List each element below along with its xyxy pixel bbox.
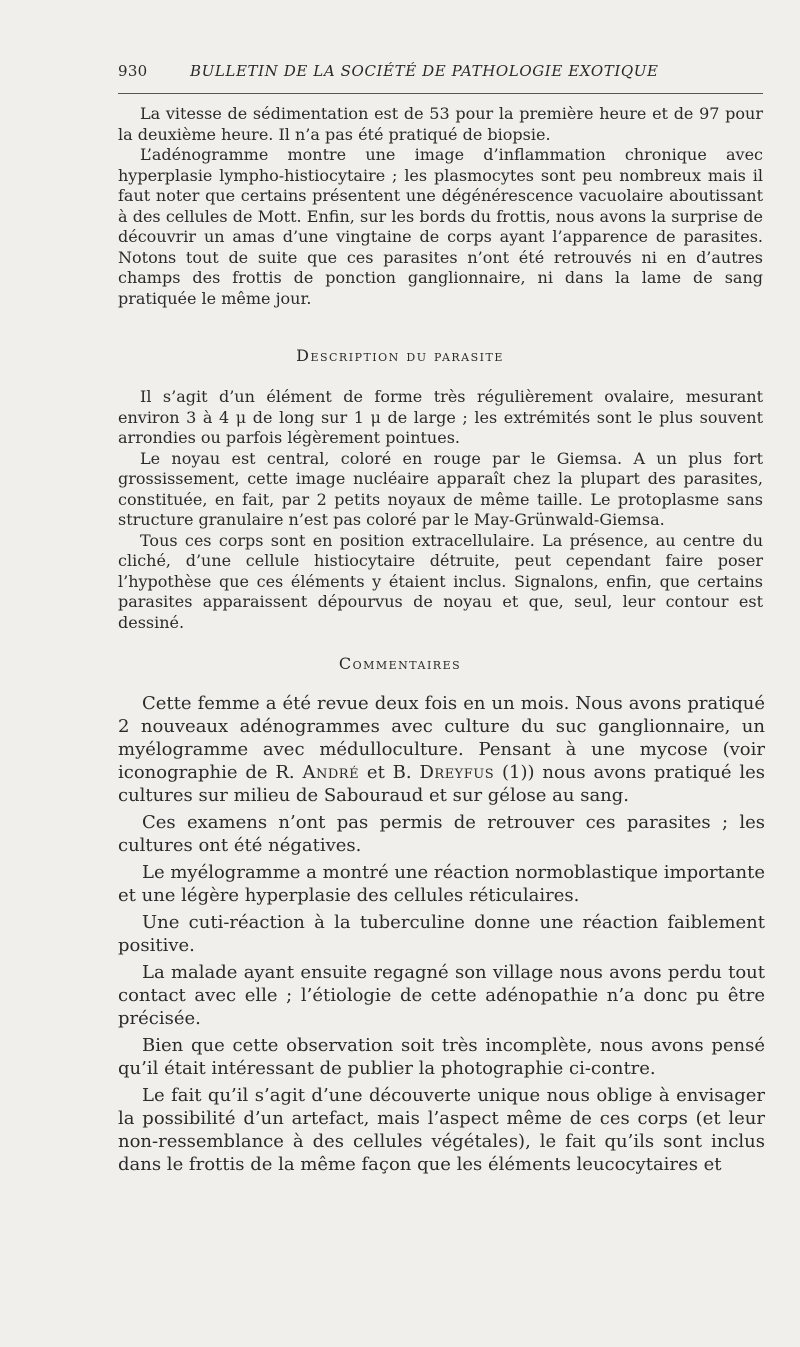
commentaires-paragraph-1-part-b: et B.	[359, 762, 420, 783]
page-header	[118, 62, 763, 80]
description-paragraph-3: Tous ces corps sont en position extracellulaire. La présence, au centre du cliché, d’une cellule histiocytaire détruite, peut cependant faire poser l’hypothèse que ces éléments y étaient inclus. Signalons, enfin, que certains parasites apparaissent dépourvus de noyau et que, seul, leur contour est dessiné.	[118, 530, 763, 632]
intro-section	[118, 104, 763, 309]
commentaires-paragraph-5: La malade ayant ensuite regagné son village nous avons perdu tout contact avec elle ; l’étiologie de cette adénopathie n’a donc pu être précisée.	[118, 962, 765, 1029]
intro-paragraph-1: La vitesse de sédimentation est de 53 pour la première heure et de 97 pour la deuxième heure. Il n’a pas été pratiqué de biopsie.	[118, 104, 763, 144]
description-paragraph-1: Il s’agit d’un élément de forme très régulièrement ovalaire, mesurant environ 3 à 4 μ de long sur 1 μ de large ; les extrémités sont le plus souvent arrondies ou parfois légèrement pointues.	[118, 387, 763, 447]
intro-paragraph-2: L’adénogramme montre une image d’inflammation chronique avec hyperplasie lympho-histiocytaire ; les plasmocytes sont peu nombreux mais il faut noter que certains présentent une dégénérescence vacuolaire aboutissant à des cellules de Mott. Enfin, sur les bords du frottis, nous avons la surprise de découvrir un amas d’une vingtaine de corps ayant l’apparence de parasites. Notons tout de suite que ces parasites n’ont été retrouvés ni en d’autres champs des frottis de ponction ganglionnaire, ni dans la lame de sang pratiquée le même jour.	[118, 145, 763, 308]
commentaires-paragraph-3: Le myélogramme a montré une réaction normoblastique importante et une légère hyperplasie des cellules réticulaires.	[118, 862, 766, 906]
commentaires-paragraph-1	[118, 692, 765, 807]
commentaires-paragraph-1-part-a: Cette femme a été revue deux fois en un mois. Nous avons pratiqué 2 nouveaux adénogrammes avec culture du suc ganglionnaire, un myélogramme avec médulloculture. Pensant à une mycose (voir iconographie de R.	[118, 693, 765, 783]
header-rule	[118, 93, 763, 94]
author-andre: André	[302, 762, 360, 783]
description-section	[118, 387, 763, 633]
description-paragraph-2: Le noyau est central, coloré en rouge par le Giemsa. A un plus fort grossissement, cette image nucléaire apparaît chez la plupart des parasites, constituée, en fait, par 2 petits noyaux de même taille. Le protoplasme sans structure granulaire n’est pas coloré par le May-Grünwald-Giemsa.	[118, 448, 763, 529]
section-title-description: Description du parasite	[296, 346, 504, 365]
running-title: BULLETIN DE LA SOCIÉTÉ DE PATHOLOGIE EXOTIQUE	[190, 62, 659, 80]
commentaires-paragraph-1-part-c: (1)) nous avons pratiqué les cultures sur milieu de Sabouraud et sur gélose au sang.	[118, 762, 766, 806]
commentaires-section	[118, 692, 765, 1180]
page-number: 930	[118, 62, 148, 80]
author-dreyfus: Dreyfus	[419, 762, 495, 783]
commentaires-paragraph-7: Le fait qu’il s’agit d’une découverte unique nous oblige à envisager la possibilité d’un artefact, mais l’aspect même de ces corps (et leur non-ressemblance à des cellules végétales), le fait qu’ils sont inclus dans le frottis de la même façon que les éléments leucocytaires et	[118, 1085, 765, 1175]
section-title-commentaires: Commentaires	[338, 654, 462, 673]
commentaires-paragraph-4: Une cuti-réaction à la tuberculine donne une réaction faiblement positive.	[118, 912, 765, 956]
commentaires-paragraph-2: Ces examens n’ont pas permis de retrouver ces parasites ; les cultures ont été négatives.	[118, 812, 765, 856]
commentaires-paragraph-6: Bien que cette observation soit très incomplète, nous avons pensé qu’il était intéressant de publier la photographie ci-contre.	[118, 1035, 765, 1079]
